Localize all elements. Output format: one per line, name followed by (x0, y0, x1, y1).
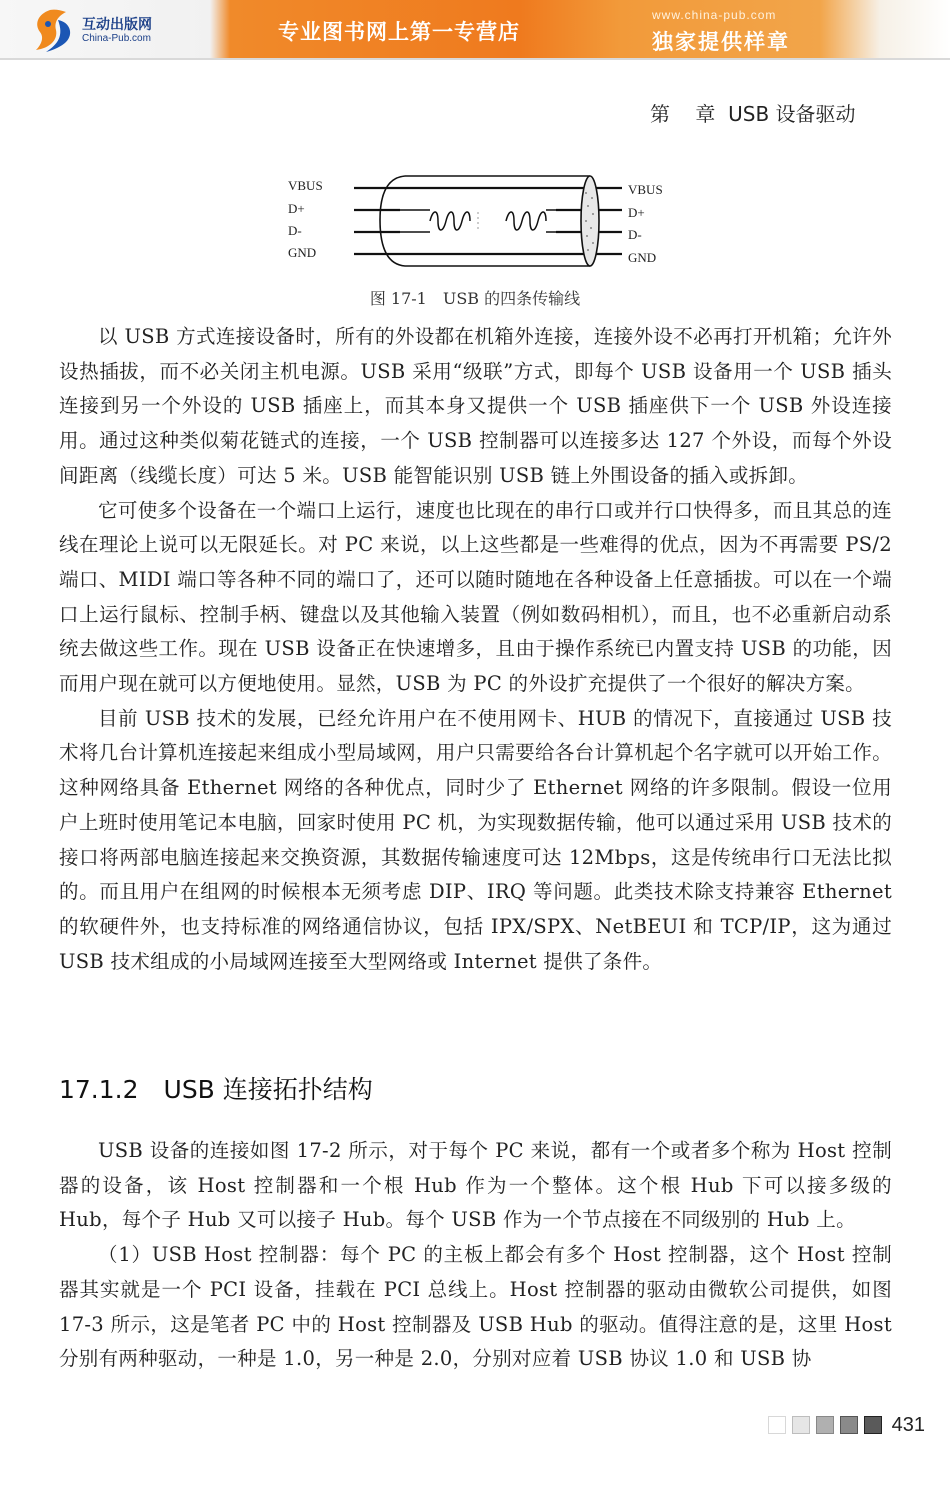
paragraph: 目前 USB 技术的发展，已经允许用户在不使用网卡、HUB 的情况下，直接通过 USB 技术将几台计算机连接起来组成小型局域网，用户只需要给各台计算机起个名字就可以开始工作。这种网络具备 Ethernet 网络的各种优点，同时少了 Ethernet 网络的许多限制。假设一位用户上班时使用笔记本电脑，回家时使用 PC 机，为实现数据传输，他可以通过采用 USB 技术的接口将两部电脑连接起来交换资源，其数据传输速度可达 12Mbps，这是传统串行口无法比拟的。而且用户在组网的时候根本无须考虑 DIP、IRQ 等问题。此类技术除支持兼容 Ethernet 的软硬件外，也支持标准的网络通信协议，包括 IPX/SPX、NetBEUI 和 TCP/IP，这为通过 USB 技术组成的小局域网连接至大型网络或 Internet 提供了条件。 (59, 706, 892, 973)
footer-square-icon (864, 1416, 882, 1434)
banner-slogan: 专业图书网上第一专营店 (278, 20, 520, 44)
body-text (59, 320, 892, 979)
figure-left-label: D+ (288, 201, 305, 216)
logo-english-name: China-Pub.com (82, 33, 151, 44)
figure-left-label: D- (288, 223, 302, 238)
page-number: 431 (891, 1413, 925, 1436)
section-heading: 17.1.2 USB 连接拓扑结构 (59, 1075, 373, 1104)
running-header: 第 章 USB 设备驱动 (650, 102, 856, 126)
figure-right-label: VBUS (628, 182, 663, 197)
header-banner (0, 0, 950, 60)
figure-left-label: VBUS (288, 178, 323, 193)
figure-caption: 图 17-1 USB 的四条传输线 (369, 289, 581, 308)
banner-sample-text: 独家提供样章 (652, 30, 790, 54)
footer-square-icon (768, 1416, 786, 1434)
paragraph: 它可使多个设备在一个端口上运行，速度也比现在的串行口或并行口快得多，而且其总的连线在理论上说可以无限延长。对 PC 来说，以上这些都是一些难得的优点，因为不再需要 PS/2 端口、MIDI 端口等各种不同的端口了，还可以随时随地在各种设备上任意插拔。可以在一个端口上运行鼠标、控制手柄、键盘以及其他输入装置（例如数码相机），而且，也不必重新启动系统去做这些工作。现在 USB 设备正在快速增多，且由于操作系统已内置支持 USB 的功能，因而用户现在就可以方便地使用。显然，USB 为 PC 的外设扩充提供了一个很好的解决方案。 (59, 498, 892, 696)
footer-square-icon (816, 1416, 834, 1434)
china-pub-logo-icon (28, 6, 78, 54)
paragraph: USB 设备的连接如图 17-2 所示，对于每个 PC 来说，都有一个或者多个称为 Host 控制器的设备，该 Host 控制器和一个根 Hub 作为一个整体。这个根 Hub 下可以接多级的 Hub，每个子 Hub 又可以接子 Hub。每个 USB 作为一个节点接在不同级别的 Hub 上。 (59, 1139, 892, 1232)
cable-jacket (380, 176, 590, 266)
footer-square-icon (792, 1416, 810, 1434)
figure-right-label: D+ (628, 205, 645, 220)
figure-right-label: GND (628, 250, 657, 265)
figure-right-label: D- (628, 227, 642, 242)
paragraph: 以 USB 方式连接设备时，所有的外设都在机箱外连接，连接外设不必再打开机箱；允许外设热插拔，而不必关闭主机电源。USB 采用“级联”方式，即每个 USB 设备用一个 USB 插头连接到另一个外设的 USB 插座上，而其本身又提供一个 USB 插座供下一个 USB 外设连接用。通过这种类似菊花链式的连接，一个 USB 控制器可以连接多达 127 个外设，而每个外设间距离（线缆长度）可达 5 米。USB 能智能识别 USB 链上外围设备的插入或拆卸。 (59, 325, 892, 487)
logo-chinese-name: 互动出版网 (82, 17, 152, 33)
page-footer (768, 1412, 925, 1438)
body-text-section (59, 1134, 892, 1377)
paragraph: （1）USB Host 控制器：每个 PC 的主板上都会有多个 Host 控制器，这个 Host 控制器其实就是一个 PCI 设备，挂载在 PCI 总线上。Host 控制器的驱动由微软公司提供，如图 17-3 所示，这是笔者 PC 中的 Host 控制器及 USB Hub 的驱动。值得注意的是，这里 Host 分别有两种驱动，一种是 1.0，另一种是 2.0，分别对应着 USB 协议 1.0 和 USB 协 (59, 1243, 892, 1371)
cable-end-shield (581, 176, 599, 266)
banner-site-url[interactable]: www.china-pub.com (652, 8, 777, 22)
usb-cable-figure (280, 168, 680, 272)
figure-left-label: GND (288, 245, 317, 260)
footer-square-icon (840, 1416, 858, 1434)
